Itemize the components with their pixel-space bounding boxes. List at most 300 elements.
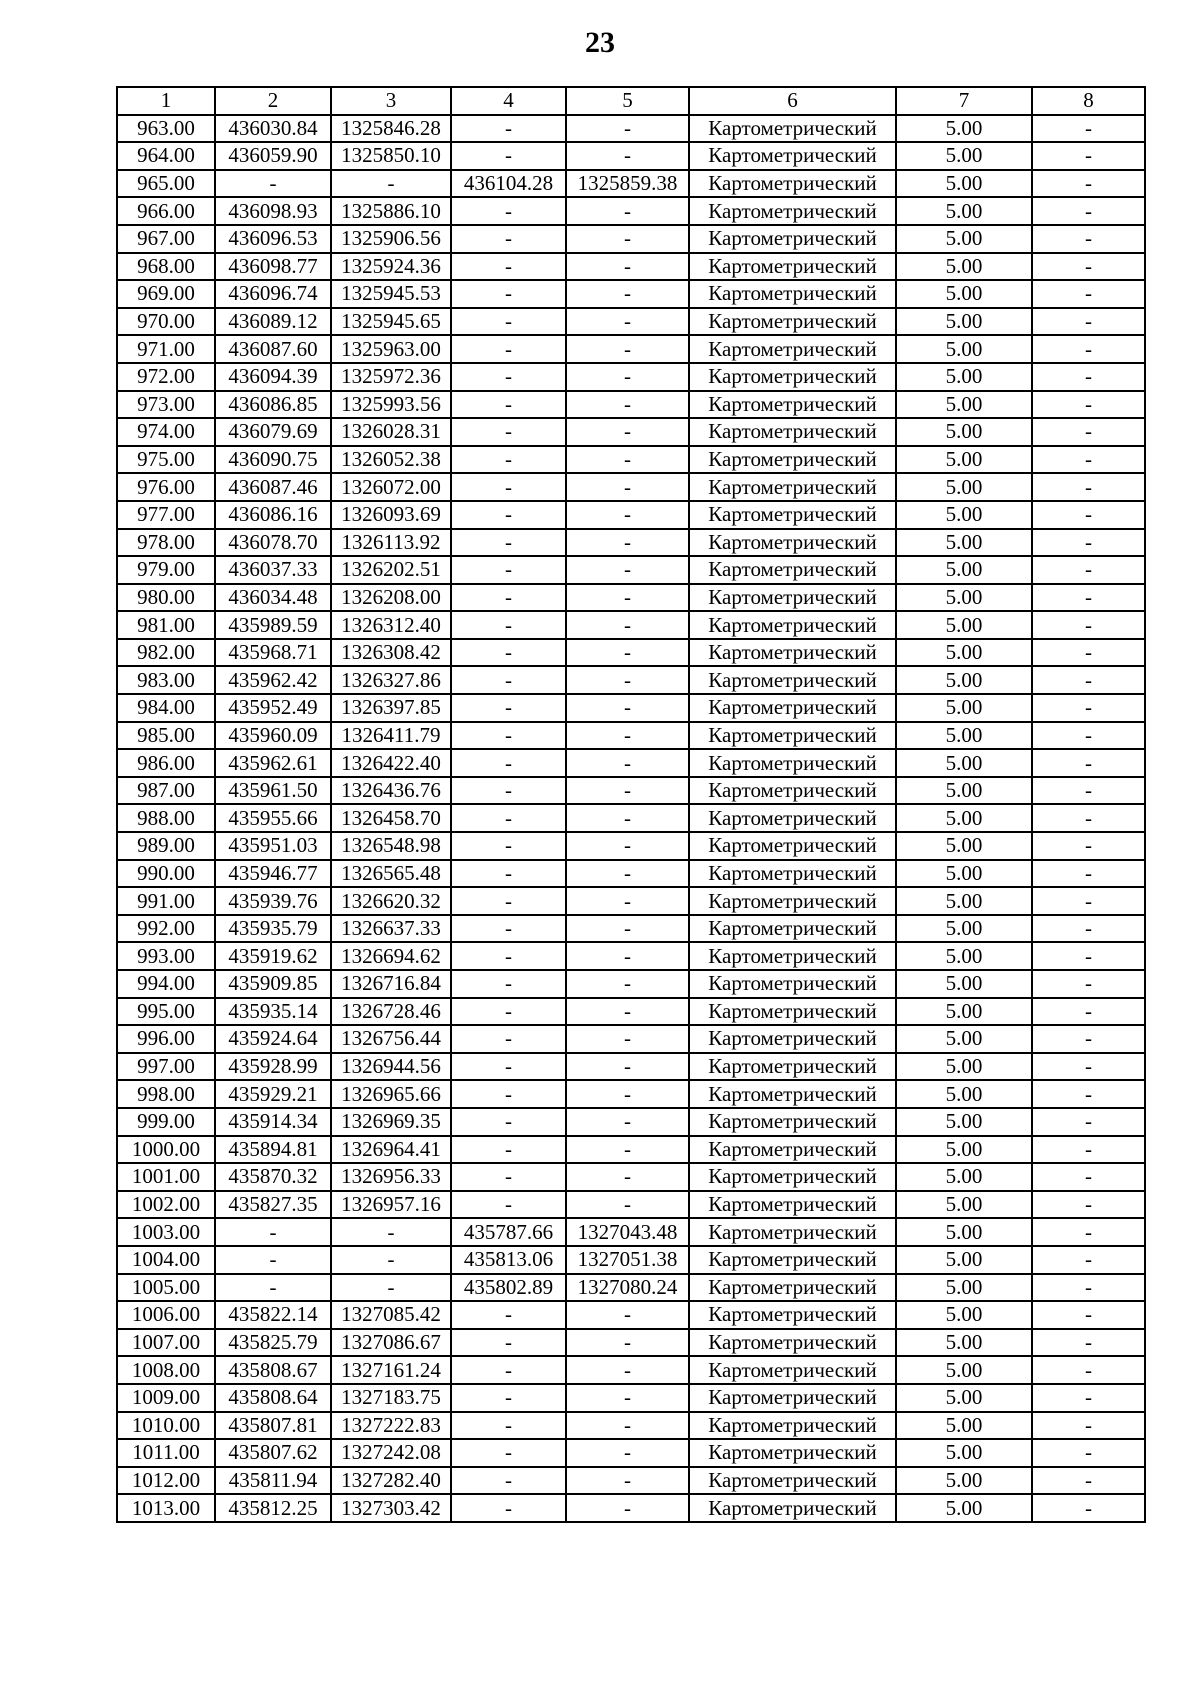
table-cell: 1326964.41 — [331, 1136, 451, 1164]
table-cell: Картометрический — [689, 639, 896, 667]
table-cell: - — [566, 473, 689, 501]
table-cell: 435825.79 — [215, 1329, 331, 1357]
table-cell: 994.00 — [117, 970, 215, 998]
table-cell: 1326202.51 — [331, 556, 451, 584]
table-cell: 978.00 — [117, 529, 215, 557]
table-cell: 973.00 — [117, 391, 215, 419]
table-row — [117, 639, 1145, 667]
table-cell: - — [1032, 1080, 1145, 1108]
table-cell: 5.00 — [896, 253, 1032, 281]
table-row — [117, 253, 1145, 281]
table-cell: - — [215, 1274, 331, 1302]
table-cell: 5.00 — [896, 225, 1032, 253]
table-cell: 990.00 — [117, 860, 215, 888]
table-cell: - — [566, 335, 689, 363]
table-cell: 1325963.00 — [331, 335, 451, 363]
table-cell: - — [1032, 391, 1145, 419]
table-cell: Картометрический — [689, 1053, 896, 1081]
table-cell: 1326565.48 — [331, 860, 451, 888]
table-cell: 1325993.56 — [331, 391, 451, 419]
table-cell: 1327282.40 — [331, 1467, 451, 1495]
table-cell: - — [1032, 1025, 1145, 1053]
table-cell: - — [566, 1412, 689, 1440]
table-cell: 1326028.31 — [331, 418, 451, 446]
table-cell: - — [451, 1301, 566, 1329]
table-cell: 1327085.42 — [331, 1301, 451, 1329]
table-cell: Картометрический — [689, 446, 896, 474]
table-cell: Картометрический — [689, 115, 896, 143]
table-cell: 436090.75 — [215, 446, 331, 474]
table-cell: 5.00 — [896, 1025, 1032, 1053]
table-row — [117, 1136, 1145, 1164]
table-row — [117, 722, 1145, 750]
table-cell: Картометрический — [689, 418, 896, 446]
table-cell: - — [566, 1301, 689, 1329]
table-cell: 985.00 — [117, 722, 215, 750]
table-cell: 5.00 — [896, 556, 1032, 584]
table-cell: 974.00 — [117, 418, 215, 446]
table-cell: 5.00 — [896, 666, 1032, 694]
table-cell: Картометрический — [689, 611, 896, 639]
table-cell: - — [1032, 225, 1145, 253]
table-cell: - — [1032, 115, 1145, 143]
table-row — [117, 1218, 1145, 1246]
table-cell: - — [566, 501, 689, 529]
table-cell: Картометрический — [689, 1467, 896, 1495]
table-cell: - — [1032, 584, 1145, 612]
table-cell: 5.00 — [896, 1329, 1032, 1357]
table-cell: - — [1032, 1301, 1145, 1329]
table-cell: 5.00 — [896, 777, 1032, 805]
table-cell: Картометрический — [689, 666, 896, 694]
table-cell: 963.00 — [117, 115, 215, 143]
table-cell: - — [451, 666, 566, 694]
table-cell: 435951.03 — [215, 832, 331, 860]
table-cell: 435935.79 — [215, 915, 331, 943]
table-cell: - — [451, 804, 566, 832]
table-cell: - — [566, 749, 689, 777]
table-cell: - — [566, 1191, 689, 1219]
table-cell: 436059.90 — [215, 142, 331, 170]
table-cell: 1326327.86 — [331, 666, 451, 694]
table-cell: - — [1032, 418, 1145, 446]
table-cell: 436078.70 — [215, 529, 331, 557]
table-row — [117, 556, 1145, 584]
table-cell: 435827.35 — [215, 1191, 331, 1219]
table-cell: - — [566, 860, 689, 888]
table-cell: 5.00 — [896, 197, 1032, 225]
column-header: 3 — [331, 87, 451, 115]
table-cell: - — [1032, 473, 1145, 501]
table-cell: 5.00 — [896, 115, 1032, 143]
table-row — [117, 225, 1145, 253]
table-cell: 5.00 — [896, 1191, 1032, 1219]
table-cell: - — [1032, 1329, 1145, 1357]
table-cell: 1326397.85 — [331, 694, 451, 722]
table-cell: 1326072.00 — [331, 473, 451, 501]
table-cell: 436037.33 — [215, 556, 331, 584]
table-cell: 987.00 — [117, 777, 215, 805]
table-cell: 992.00 — [117, 915, 215, 943]
column-header: 1 — [117, 87, 215, 115]
table-cell: 1326312.40 — [331, 611, 451, 639]
table-cell: 1325850.10 — [331, 142, 451, 170]
table-cell: 1327222.83 — [331, 1412, 451, 1440]
table-cell: Картометрический — [689, 1080, 896, 1108]
table-cell: Картометрический — [689, 1439, 896, 1467]
table-cell: - — [566, 253, 689, 281]
table-cell: 1001.00 — [117, 1163, 215, 1191]
table-cell: 1326694.62 — [331, 942, 451, 970]
table-cell: 5.00 — [896, 1412, 1032, 1440]
table-cell: 5.00 — [896, 970, 1032, 998]
table-cell: - — [566, 666, 689, 694]
table-cell: 5.00 — [896, 584, 1032, 612]
table-cell: Картометрический — [689, 253, 896, 281]
table-row — [117, 1356, 1145, 1384]
table-row — [117, 1274, 1145, 1302]
table-cell: - — [566, 1136, 689, 1164]
table-row — [117, 942, 1145, 970]
table-cell: 5.00 — [896, 1108, 1032, 1136]
table-cell: 435952.49 — [215, 694, 331, 722]
table-cell: 436087.60 — [215, 335, 331, 363]
table-cell: - — [1032, 1467, 1145, 1495]
table-cell: - — [451, 887, 566, 915]
table-cell: 435894.81 — [215, 1136, 331, 1164]
table-row — [117, 473, 1145, 501]
table-row — [117, 1108, 1145, 1136]
table-cell: 5.00 — [896, 335, 1032, 363]
column-header: 4 — [451, 87, 566, 115]
table-row — [117, 308, 1145, 336]
table-cell: 966.00 — [117, 197, 215, 225]
table-cell: 435946.77 — [215, 860, 331, 888]
table-cell: Картометрический — [689, 473, 896, 501]
table-cell: Картометрический — [689, 832, 896, 860]
table-cell: 976.00 — [117, 473, 215, 501]
table-cell: 5.00 — [896, 1384, 1032, 1412]
table-cell: 5.00 — [896, 611, 1032, 639]
table-cell: 435924.64 — [215, 1025, 331, 1053]
table-cell: - — [451, 777, 566, 805]
table-cell: - — [1032, 529, 1145, 557]
table-cell: - — [566, 197, 689, 225]
table-cell: - — [1032, 556, 1145, 584]
table-cell: - — [451, 1163, 566, 1191]
table-cell: - — [1032, 335, 1145, 363]
table-cell: - — [331, 1246, 451, 1274]
table-cell: 5.00 — [896, 170, 1032, 198]
table-cell: Картометрический — [689, 777, 896, 805]
table-cell: 1326458.70 — [331, 804, 451, 832]
table-cell: 991.00 — [117, 887, 215, 915]
table-cell: - — [1032, 1356, 1145, 1384]
table-row — [117, 1080, 1145, 1108]
table-cell: 435962.61 — [215, 749, 331, 777]
table-cell: 1326716.84 — [331, 970, 451, 998]
table-cell: 435939.76 — [215, 887, 331, 915]
table-cell: 1012.00 — [117, 1467, 215, 1495]
table-cell: 5.00 — [896, 887, 1032, 915]
table-cell: 1326620.32 — [331, 887, 451, 915]
table-cell: - — [566, 832, 689, 860]
table-cell: - — [1032, 1218, 1145, 1246]
table-cell: Картометрический — [689, 860, 896, 888]
table-cell: 968.00 — [117, 253, 215, 281]
table-cell: - — [566, 1025, 689, 1053]
table-row — [117, 1439, 1145, 1467]
table-cell: 436089.12 — [215, 308, 331, 336]
table-cell: Картометрический — [689, 1384, 896, 1412]
table-cell: 986.00 — [117, 749, 215, 777]
table-cell: 5.00 — [896, 832, 1032, 860]
table-cell: 1325945.65 — [331, 308, 451, 336]
table-cell: 435807.62 — [215, 1439, 331, 1467]
table-cell: - — [1032, 170, 1145, 198]
table-cell: 1326436.76 — [331, 777, 451, 805]
table-row — [117, 611, 1145, 639]
table-cell: 5.00 — [896, 1301, 1032, 1329]
table-cell: - — [566, 804, 689, 832]
table-cell: 1007.00 — [117, 1329, 215, 1357]
table-cell: 435813.06 — [451, 1246, 566, 1274]
table-cell: - — [451, 1108, 566, 1136]
table-cell: 1327161.24 — [331, 1356, 451, 1384]
table-cell: Картометрический — [689, 280, 896, 308]
table-cell: - — [566, 1384, 689, 1412]
table-cell: - — [1032, 804, 1145, 832]
table-cell: 435955.66 — [215, 804, 331, 832]
table-cell: - — [331, 170, 451, 198]
table-cell: 5.00 — [896, 1274, 1032, 1302]
table-cell: - — [451, 860, 566, 888]
table-cell: - — [451, 639, 566, 667]
table-cell: 5.00 — [896, 1136, 1032, 1164]
coordinates-table — [116, 86, 1146, 1523]
table-cell: - — [451, 584, 566, 612]
table-cell: - — [1032, 1439, 1145, 1467]
table-row — [117, 280, 1145, 308]
table-cell: 1325924.36 — [331, 253, 451, 281]
table-row — [117, 998, 1145, 1026]
table-cell: 1327080.24 — [566, 1274, 689, 1302]
page-number: 23 — [585, 26, 615, 59]
table-cell: 5.00 — [896, 1163, 1032, 1191]
table-cell: - — [451, 611, 566, 639]
table-cell: - — [1032, 253, 1145, 281]
table-cell: - — [1032, 970, 1145, 998]
table-cell: - — [1032, 915, 1145, 943]
table-cell: 436086.16 — [215, 501, 331, 529]
table-cell: - — [1032, 1412, 1145, 1440]
table-cell: 1327303.42 — [331, 1494, 451, 1522]
table-cell: 5.00 — [896, 1356, 1032, 1384]
table-row — [117, 335, 1145, 363]
table-cell: Картометрический — [689, 1494, 896, 1522]
table-cell: 5.00 — [896, 391, 1032, 419]
table-row — [117, 887, 1145, 915]
table-cell: 436096.53 — [215, 225, 331, 253]
table-cell: 435960.09 — [215, 722, 331, 750]
table-cell: 1325906.56 — [331, 225, 451, 253]
table-cell: - — [451, 1080, 566, 1108]
table-row — [117, 1053, 1145, 1081]
table-cell: 967.00 — [117, 225, 215, 253]
table-cell: - — [451, 197, 566, 225]
table-cell: 5.00 — [896, 1494, 1032, 1522]
table-row — [117, 1246, 1145, 1274]
table-cell: - — [1032, 998, 1145, 1026]
table-cell: - — [451, 1356, 566, 1384]
table-cell: Картометрический — [689, 225, 896, 253]
table-cell: - — [1032, 639, 1145, 667]
table-row — [117, 1301, 1145, 1329]
table-cell: Картометрический — [689, 915, 896, 943]
table-row — [117, 915, 1145, 943]
table-cell: - — [566, 611, 689, 639]
table-cell: 5.00 — [896, 860, 1032, 888]
table-cell: - — [1032, 1053, 1145, 1081]
table-row — [117, 529, 1145, 557]
table-cell: 436104.28 — [451, 170, 566, 198]
table-cell: 979.00 — [117, 556, 215, 584]
table-cell: - — [1032, 832, 1145, 860]
table-cell: 1327051.38 — [566, 1246, 689, 1274]
table-cell: 435961.50 — [215, 777, 331, 805]
table-cell: - — [451, 556, 566, 584]
table-cell: 1327043.48 — [566, 1218, 689, 1246]
table-cell: - — [1032, 749, 1145, 777]
table-cell: Картометрический — [689, 804, 896, 832]
table-cell: - — [451, 280, 566, 308]
table-cell: - — [451, 446, 566, 474]
table-cell: - — [566, 1494, 689, 1522]
table-cell: - — [451, 1191, 566, 1219]
table-cell: - — [566, 694, 689, 722]
table-cell: 5.00 — [896, 1467, 1032, 1495]
table-row — [117, 197, 1145, 225]
column-header: 7 — [896, 87, 1032, 115]
table-cell: - — [1032, 777, 1145, 805]
table-cell: Картометрический — [689, 998, 896, 1026]
table-cell: - — [566, 1053, 689, 1081]
table-cell: 995.00 — [117, 998, 215, 1026]
table-cell: 435989.59 — [215, 611, 331, 639]
table-cell: 435808.64 — [215, 1384, 331, 1412]
table-cell: Картометрический — [689, 170, 896, 198]
table-cell: 1006.00 — [117, 1301, 215, 1329]
table-cell: - — [451, 501, 566, 529]
table-cell: - — [451, 1053, 566, 1081]
table-cell: 1326052.38 — [331, 446, 451, 474]
table-row — [117, 363, 1145, 391]
table-cell: 5.00 — [896, 142, 1032, 170]
table-cell: 989.00 — [117, 832, 215, 860]
table-cell: - — [215, 170, 331, 198]
table-cell: - — [215, 1246, 331, 1274]
table-cell: Картометрический — [689, 749, 896, 777]
table-cell: 998.00 — [117, 1080, 215, 1108]
table-row — [117, 1384, 1145, 1412]
table-cell: - — [1032, 142, 1145, 170]
table-cell: Картометрический — [689, 1329, 896, 1357]
table-cell: - — [1032, 1136, 1145, 1164]
table-cell: 436096.74 — [215, 280, 331, 308]
table-row — [117, 777, 1145, 805]
table-cell: 1325886.10 — [331, 197, 451, 225]
column-header: 6 — [689, 87, 896, 115]
table-row — [117, 749, 1145, 777]
table-cell: 435919.62 — [215, 942, 331, 970]
table-cell: 435811.94 — [215, 1467, 331, 1495]
table-cell: Картометрический — [689, 197, 896, 225]
table-cell: 436079.69 — [215, 418, 331, 446]
table-cell: 971.00 — [117, 335, 215, 363]
table-cell: 975.00 — [117, 446, 215, 474]
table-cell: Картометрический — [689, 308, 896, 336]
table-cell: Картометрический — [689, 1301, 896, 1329]
table-cell: 1326411.79 — [331, 722, 451, 750]
table-cell: - — [451, 970, 566, 998]
table-cell: - — [215, 1218, 331, 1246]
table-cell: Картометрический — [689, 887, 896, 915]
table-cell: - — [451, 915, 566, 943]
table-row — [117, 418, 1145, 446]
table-cell: Картометрический — [689, 529, 896, 557]
table-cell: - — [1032, 308, 1145, 336]
table-cell: 5.00 — [896, 804, 1032, 832]
table-cell: - — [1032, 501, 1145, 529]
table-cell: 983.00 — [117, 666, 215, 694]
table-cell: - — [566, 1356, 689, 1384]
table-cell: 1003.00 — [117, 1218, 215, 1246]
table-cell: - — [451, 1384, 566, 1412]
table-cell: - — [566, 363, 689, 391]
table-cell: 1325972.36 — [331, 363, 451, 391]
table-cell: 5.00 — [896, 998, 1032, 1026]
table-cell: - — [1032, 1191, 1145, 1219]
table-row — [117, 170, 1145, 198]
table-cell: 5.00 — [896, 749, 1032, 777]
table-cell: - — [451, 473, 566, 501]
table-cell: 5.00 — [896, 942, 1032, 970]
table-cell: - — [451, 418, 566, 446]
table-cell: - — [451, 722, 566, 750]
table-cell: - — [1032, 887, 1145, 915]
table-cell: - — [566, 446, 689, 474]
table-cell: - — [451, 1136, 566, 1164]
table-row — [117, 142, 1145, 170]
table-cell: 1000.00 — [117, 1136, 215, 1164]
column-header: 2 — [215, 87, 331, 115]
table-cell: Картометрический — [689, 1191, 896, 1219]
table-cell: Картометрический — [689, 1412, 896, 1440]
table-cell: - — [566, 391, 689, 419]
table-cell: Картометрический — [689, 942, 896, 970]
table-cell: - — [451, 998, 566, 1026]
table-cell: - — [451, 1439, 566, 1467]
table-cell: 1326422.40 — [331, 749, 451, 777]
table-cell: - — [1032, 1274, 1145, 1302]
table-cell: - — [566, 722, 689, 750]
table-cell: 435929.21 — [215, 1080, 331, 1108]
table-cell: Картометрический — [689, 1025, 896, 1053]
table-cell: 1327183.75 — [331, 1384, 451, 1412]
table-cell: 436087.46 — [215, 473, 331, 501]
table-cell: 969.00 — [117, 280, 215, 308]
table-cell: 435914.34 — [215, 1108, 331, 1136]
